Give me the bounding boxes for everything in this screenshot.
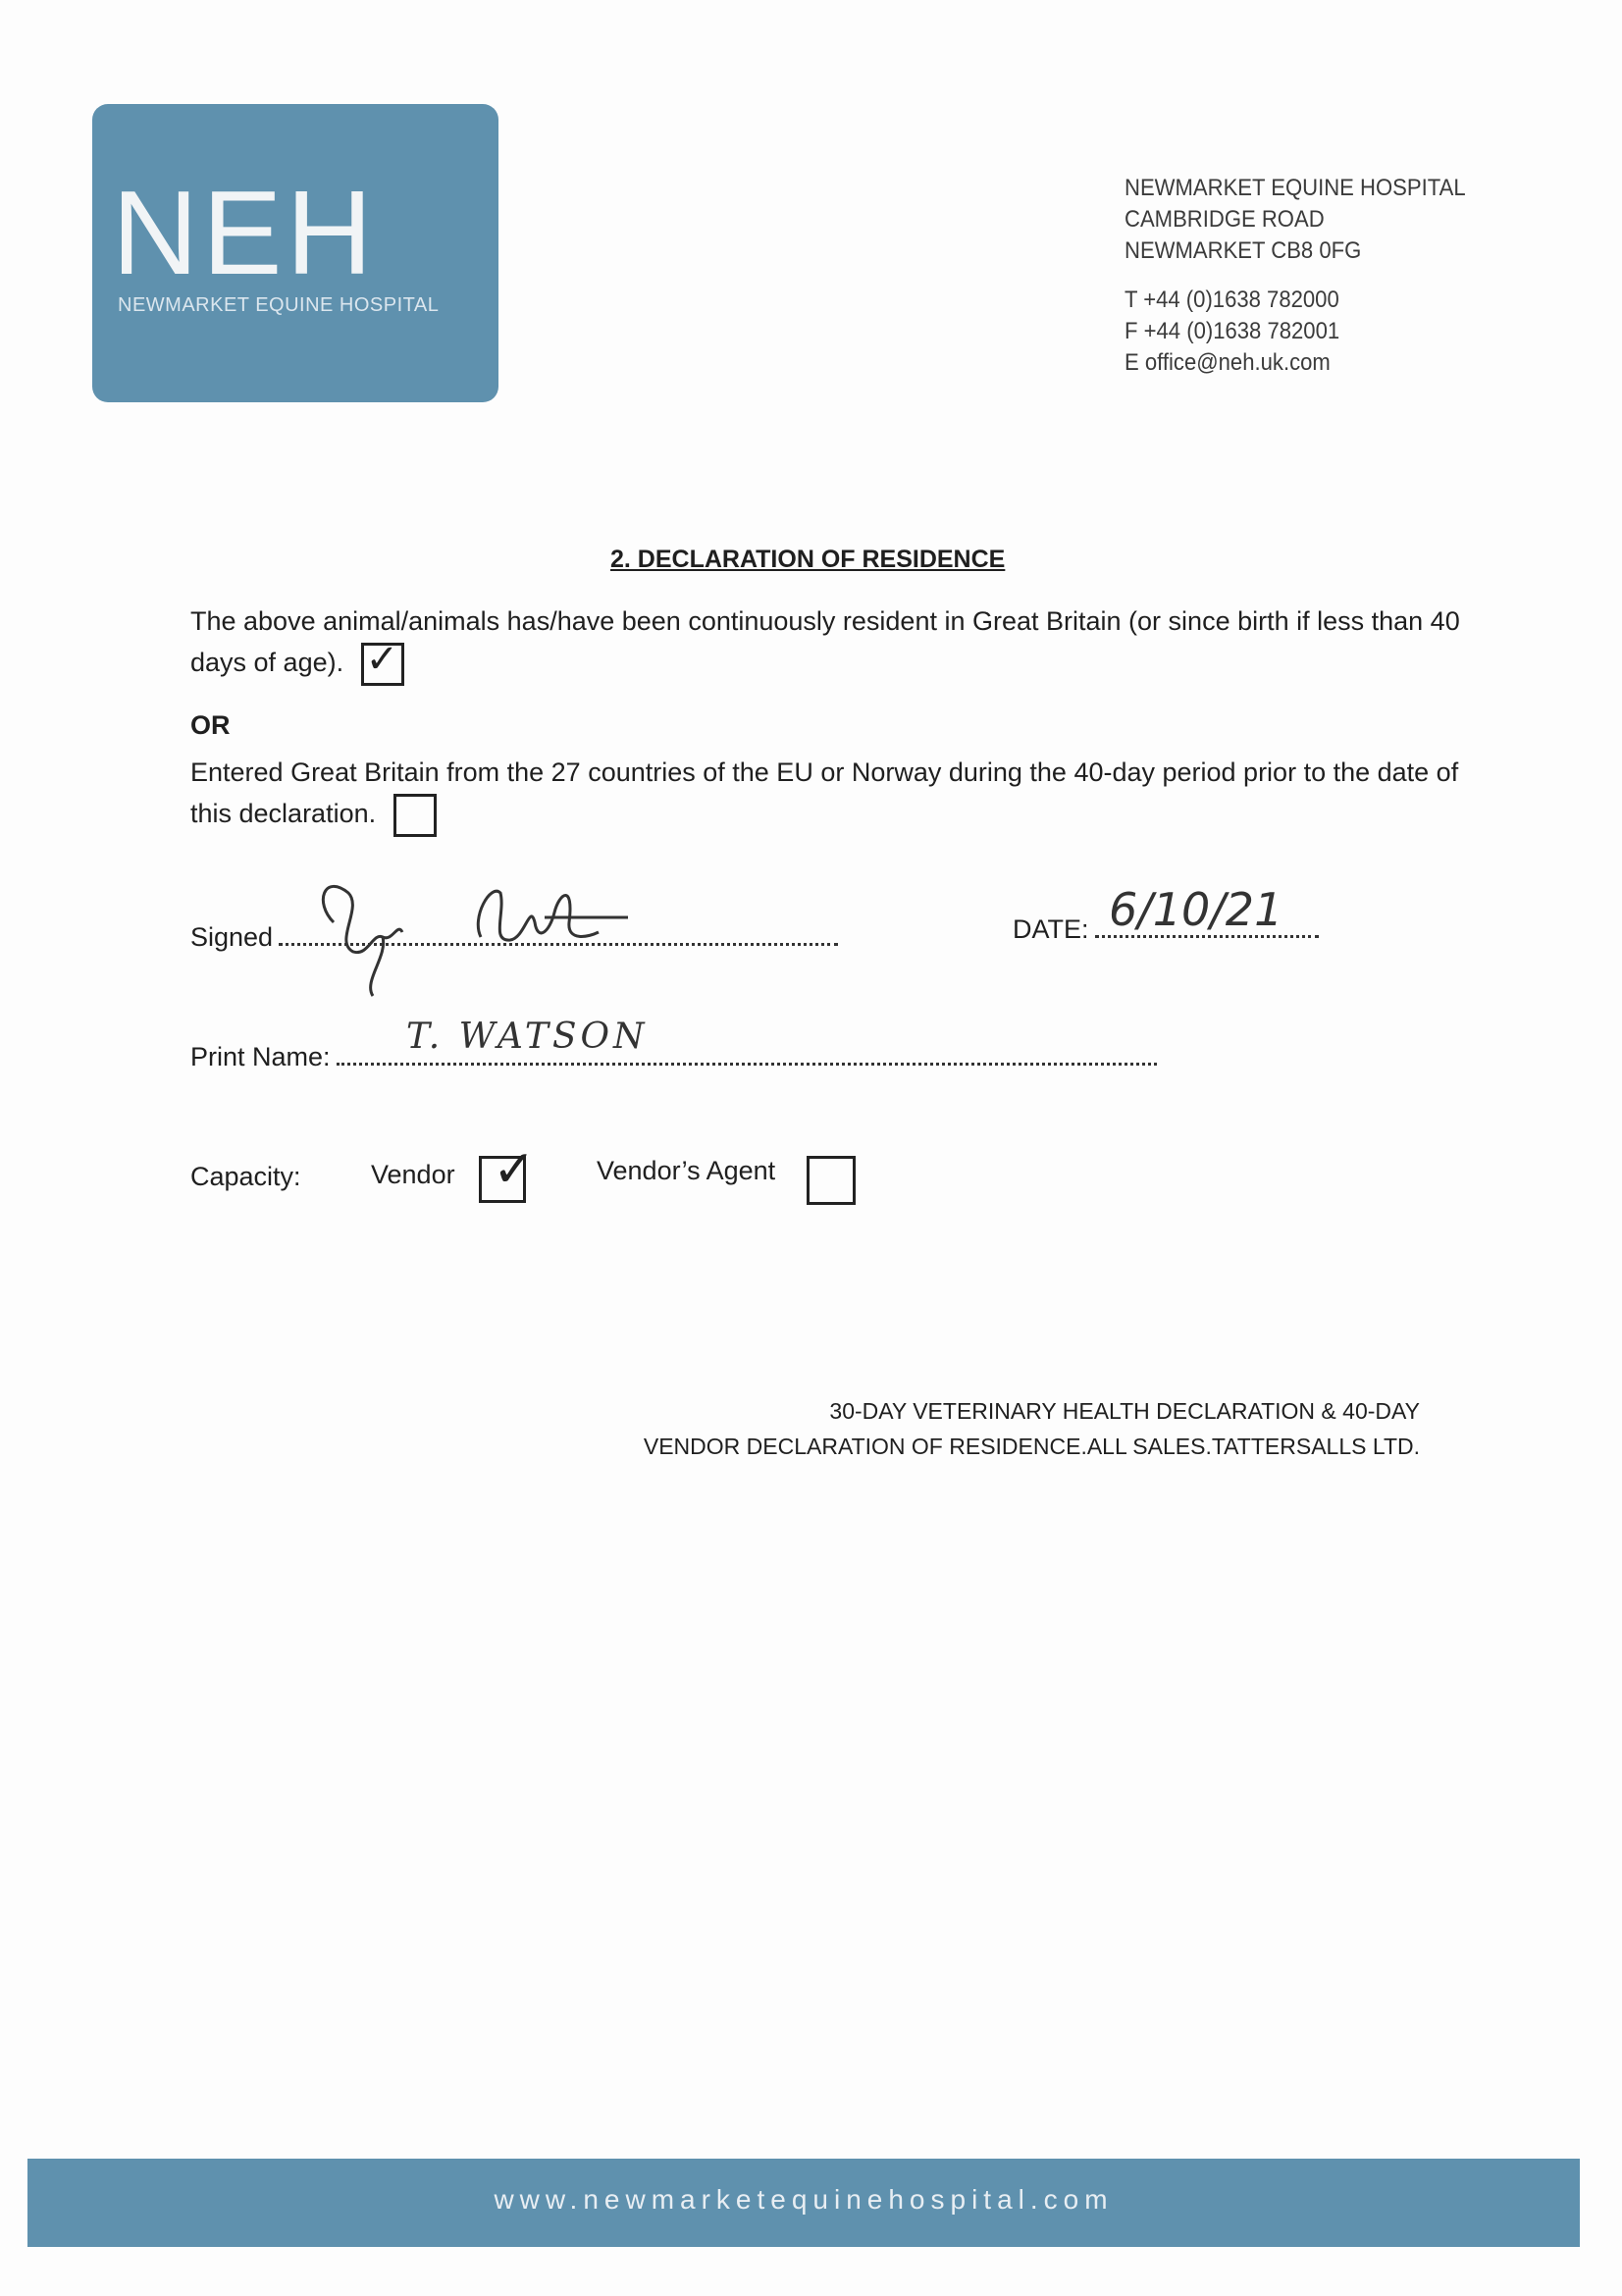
phone-number: T +44 (0)1638 782000 (1125, 287, 1339, 313)
email-address: E office@neh.uk.com (1125, 349, 1331, 376)
option-entered-text: Entered Great Britain from the 27 countries of the EU or Norway during the 40-day period prior to the date of this declaration. (190, 757, 1459, 828)
or-label: OR (190, 710, 231, 740)
signed-label: Signed (190, 922, 274, 952)
vendor-agent-label: Vendor’s Agent (597, 1156, 776, 1185)
fax-number: F +44 (0)1638 782001 (1125, 318, 1340, 344)
address-line-1: NEWMARKET EQUINE HOSPITAL (1125, 175, 1466, 201)
print-name-value: T. WATSON (406, 1017, 649, 1057)
address-line-2: CAMBRIDGE ROAD (1125, 206, 1325, 233)
option-entered (190, 752, 1466, 837)
capacity-label: Capacity: (190, 1162, 301, 1191)
print-name-row (190, 1042, 1157, 1072)
neh-logo (92, 104, 498, 402)
date-value: 6/10/21 (1109, 883, 1283, 936)
print-name-label: Print Name: (190, 1042, 331, 1071)
address-line-3: NEWMARKET CB8 0FG (1125, 237, 1362, 264)
logo-mark: NEH (112, 166, 377, 299)
logo-hospital-name: NEWMARKET EQUINE HOSPITAL (118, 294, 440, 316)
section-heading: 2. DECLARATION OF RESIDENCE (610, 546, 1006, 573)
vendor-check-mark-icon: ✓ (493, 1140, 536, 1199)
check-mark-icon: ✓ (365, 636, 399, 682)
form-reference-line-2: VENDOR DECLARATION OF RESIDENCE.ALL SALES.TATTERSALLS LTD. (643, 1434, 1420, 1459)
vendor-label: Vendor (371, 1160, 455, 1189)
website-url[interactable]: www.newmarketequinehospital.com (494, 2184, 1114, 2215)
vendor-agent-checkbox[interactable] (807, 1156, 856, 1205)
option-resident (190, 600, 1466, 686)
date-label: DATE: (1013, 914, 1089, 944)
website-banner (27, 2159, 1580, 2247)
option-resident-text: The above animal/animals has/have been continuously resident in Great Britain (or since birth if less than 40 days of age). (190, 606, 1460, 677)
address-block (1125, 173, 1466, 379)
signature-scribble (294, 863, 667, 1001)
option-resident-checkbox[interactable] (361, 636, 404, 686)
form-reference (644, 1393, 1420, 1464)
print-name-line[interactable] (337, 1059, 1157, 1066)
form-reference-line-1: 30-DAY VETERINARY HEALTH DECLARATION & 40-DAY (829, 1398, 1420, 1424)
option-entered-checkbox[interactable] (393, 794, 437, 837)
